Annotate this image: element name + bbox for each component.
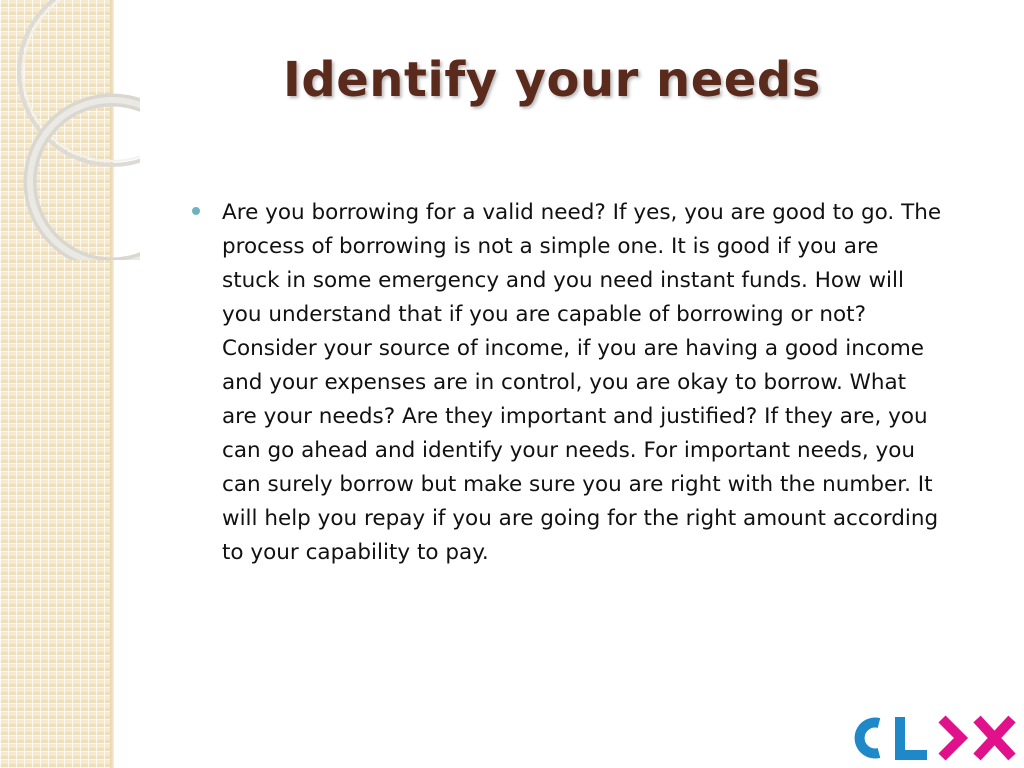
clix-logo: [843, 712, 1019, 764]
bullet-list: [190, 196, 950, 570]
bullet-dot-icon: [192, 207, 200, 215]
logo-chevron: [942, 719, 961, 757]
slide-title: Identify your needs: [283, 52, 821, 108]
bullet-item: [190, 196, 950, 570]
logo-letter-x: [977, 719, 1012, 757]
logo-letter-l: [900, 717, 927, 755]
bullet-text: Are you borrowing for a valid need? If yes, you are good to go. The process of borrowing is not a simple one. It is good if you are stuck in some emergency and you need instant funds. How will you understand that if you are capable of borrowing or not? Consider your source of income, if you are having a good income and your expenses are in control, you are okay to borrow. What are your needs? Are they important and justified? If they are, you can go ahead and identify your needs. For important needs, you can surely borrow but make sure you are right with the number. It will help you repay if you are going for the right amount according to your capability to pay.: [222, 200, 942, 565]
logo-letter-c: [860, 723, 879, 754]
decorative-rings: [0, 0, 140, 260]
